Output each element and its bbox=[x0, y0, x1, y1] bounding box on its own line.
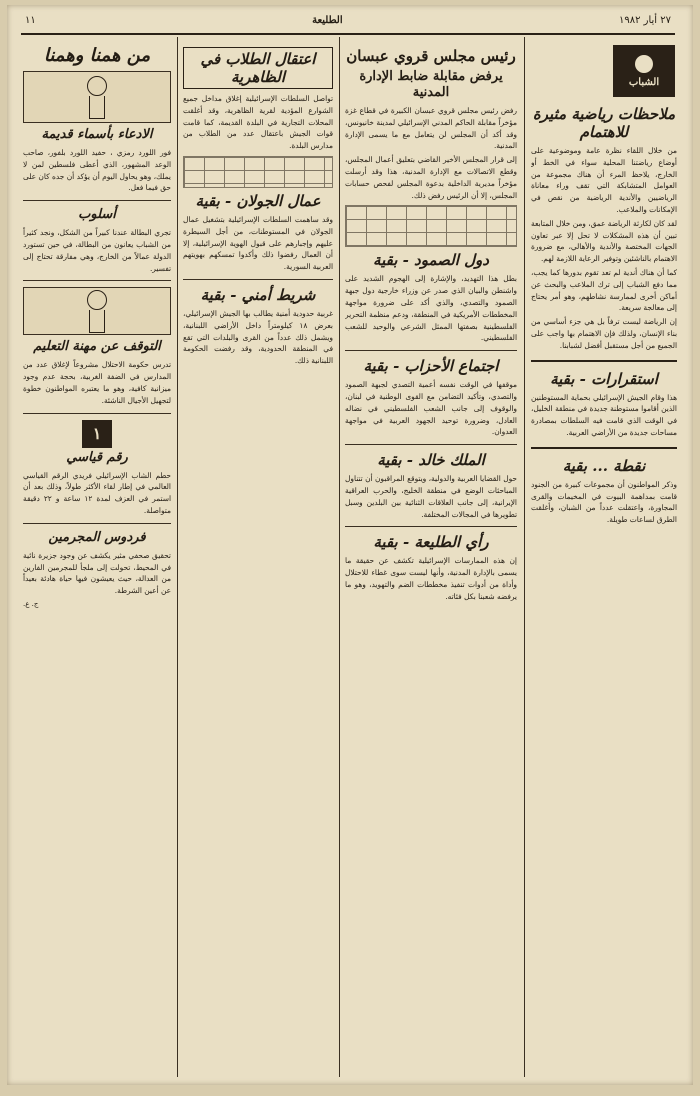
paragraph: فور اللورد رمزي ، حفيد اللورد بلفور، صاحب الوعد المشهور، الذي أعطى فلسطين لمن لا يملك، وهو يحاول اليوم أن يؤكد أن جده كان على حق فيما فعل. bbox=[23, 148, 171, 193]
paragraph: غربية حدودية أمنية يطالب بها الجيش الإسرائيلي، بعرض ١٨ كيلومتراً داخل الأراضي اللبنانية، ويشمل ذلك عدداً من القرى والبلدات التي تقع في المنطقة الحدودية، وقد رفضت الحكومة اللبنانية ذلك. bbox=[183, 308, 333, 366]
parties-article bbox=[345, 379, 517, 438]
divider bbox=[531, 447, 677, 449]
youth-section-logo bbox=[613, 45, 675, 97]
divider bbox=[345, 526, 517, 527]
divider bbox=[23, 200, 171, 201]
settlements-article bbox=[531, 392, 677, 439]
column-masthead: من همنا وهمنا bbox=[43, 45, 151, 66]
teaching-article bbox=[23, 359, 171, 406]
divider bbox=[23, 523, 171, 524]
paragraph: حطم الشاب الإسرائيلي فريدي الرقم القياسي العالمي في إطار لقاء الأكثر طولاً، وذلك بعد أن استمر في العزف لمدة ١٢ ساعة و ٢٢ دقيقة متواصلة. bbox=[23, 470, 171, 515]
king-khaled-headline: الملك خالد - بقية bbox=[377, 451, 485, 470]
paragraph: من خلال اللقاء نظرة عامة وموضوعية على أوضاع رياضتنا المحلية سواء في الخط أو الخارج، يلاحظ المرء أن هناك مجموعة من العوامل المتشابكة التي تقف وراء معاناة الرياضيين والأندية الرياضية من نقص في الإمكانات والملاعب. bbox=[531, 146, 677, 214]
page-header bbox=[25, 11, 671, 29]
header-rule bbox=[21, 33, 675, 35]
security-strip-headline: شريط أمني - بقية bbox=[200, 285, 316, 304]
dhahiriya-headline: اعتقال الطلاب في الظاهرية bbox=[183, 47, 333, 89]
divider bbox=[531, 360, 677, 362]
paragraph: حول القضايا العربية والدولية، ويتوقع المراقبون أن تتناول المباحثات الوضع في منطقة الخليج، والحرب العراقية الإيرانية، إلى جانب العلاقات الثنائية بين البلدين وسبل تطويرها في المجالات المختلفة. bbox=[345, 474, 517, 519]
paragraph: تواصل السلطات الإسرائيلية إغلاق مداخل جميع الشوارع المؤدية لقرية الظاهرية، وقد أغلقت المحلات التجارية في البلدة القديمة، كما قامت قوات الجيش باعتقال عدد من الطلاب من مدارس البلدة. bbox=[183, 94, 333, 151]
paragraph: هذا وقام الجيش الإسرائيلي بحماية المستوطنين الذين أقاموا مستوطنة جديدة في منطقة الخليل، في الوقت الذي قامت فيه السلطات بمصادرة مساحات جديدة من الأراضي العربية. bbox=[531, 392, 677, 437]
teaching-headline: التوقف عن مهنة التعليم bbox=[33, 339, 161, 355]
steadfastness-headline: دول الصمود - بقية bbox=[373, 251, 489, 270]
newspaper-name: الطليعة bbox=[312, 14, 343, 26]
paragraph: تدرس حكومة الاحتلال مشروعاً لإغلاق عدد من المدارس في الضفة الغربية، بحجة عدم وجود ميزانية كافية، وهو ما يعتبره المواطنون خطوة لتجهيل الأجيال الناشئة. bbox=[23, 360, 171, 405]
figure-icon bbox=[87, 76, 107, 119]
settlements-headline: استقرارات - بقية bbox=[550, 369, 658, 388]
abasan-headline-2: يرفض مقابلة ضابط الإدارة المدنية bbox=[359, 69, 503, 100]
paragraph: إلى قرار المجلس الأخير القاضي بتعليق أعمال المجلس، وقطع الاتصالات مع الإدارة المدنية، هذا وقد أرسلت مؤخراً مديرية الداخلية بدعوة المجلس لفحص حسابات المجلس، إلا أن الرئيس رفض ذلك. bbox=[345, 155, 517, 200]
paragraph: لقد كان لكارثة الرياضة عمق، ومن خلال المتابعة تبين أن هذه المشكلات لا تحل إلا عبر تعاون الجهات المختصة والأندية والأهالي، مع ضرورة الاهتمام بالناشئين وتوفير الرعاية اللازمة لهم. bbox=[531, 218, 677, 264]
newspaper-page bbox=[7, 5, 693, 1085]
steadfastness-article bbox=[345, 273, 517, 344]
paragraph: رفض رئيس مجلس قروي عبسان الكبيرة في قطاع غزة مؤخراً مقابلة الحاكم المدني الإسرائيلي لمدينة خانيونس، وقد أكد أن المجلس لن يتعامل مع ما يسمى الإدارة المدنية. bbox=[345, 106, 517, 151]
paradise-headline: فردوس المجرمين bbox=[48, 529, 146, 545]
author-signature: ج. ع. bbox=[23, 599, 39, 608]
point-article bbox=[531, 479, 677, 526]
page-number: ١١ bbox=[25, 14, 36, 26]
security-strip-article bbox=[183, 308, 333, 367]
column-divider bbox=[339, 37, 340, 1077]
record-article bbox=[23, 470, 171, 517]
opinion-article bbox=[345, 555, 517, 602]
divider bbox=[345, 444, 517, 445]
column-dhahiriya bbox=[183, 45, 333, 1075]
teaching-cartoon bbox=[23, 287, 171, 335]
masthead-cartoon bbox=[23, 71, 171, 123]
column-sports bbox=[531, 103, 677, 1075]
point-headline: نقطة ... بقية bbox=[562, 456, 646, 475]
divider bbox=[345, 350, 517, 351]
record-badge: ١ bbox=[82, 420, 112, 448]
paragraph: إن الرياضة ليست ترفاً بل هي جزء أساسي من بناء الإنسان، ولذلك فإن الاهتمام بها واجب على الجميع من أجل مستقبل أفضل لشبابنا. bbox=[531, 317, 677, 350]
claim-headline: الادعاء بأسماء قديمة bbox=[41, 127, 153, 142]
paragraph: تحقيق صحفي مثير يكشف عن وجود جزيرة نائية في المحيط، تحولت إلى ملجأ للمجرمين الفارين من العدالة، حيث يعيشون فيها حياة هادئة بعيداً عن أعين الشرطة. bbox=[23, 550, 171, 596]
paragraph: وذكر المواطنون أن مجموعات كبيرة من الجنود قامت بمداهمة البيوت في المخيمات والقرى المجاورة، واعتقلت عدداً من الشبان، وأغلقت الطرق لساعات طويلة. bbox=[531, 479, 677, 525]
dhahiriya-article bbox=[183, 93, 333, 152]
column-abasan bbox=[345, 45, 517, 1075]
divider bbox=[23, 280, 171, 281]
abasan-article bbox=[345, 105, 517, 201]
column-here-and-there bbox=[23, 45, 171, 1075]
king-khaled-article bbox=[345, 473, 517, 520]
golan-workers-headline: عمال الجولان - بقية bbox=[195, 191, 321, 210]
column-divider bbox=[524, 37, 525, 1077]
table-graphic bbox=[183, 156, 333, 188]
method-article bbox=[23, 227, 171, 274]
issue-date: ٢٧ أيار ١٩٨٢ bbox=[618, 14, 671, 26]
paragraph: كما أن هناك أندية لم تعد تقوم بدورها كما يجب، مما دفع الشباب إلى ترك الملاعب والبحث عن أماكن أخرى لممارسة نشاطهم، وهو أمر يحتاج إلى معالجة سريعة. bbox=[531, 267, 677, 313]
golan-workers-article bbox=[183, 214, 333, 273]
paragraph: تجري البطالة عندنا كبيراً من الشكل، ونجد كثيراً من الشباب يعانون من البطالة، في حين تستورد الدولة عمالاً من الخارج، وهي مفارقة تحتاج إلى تفسير. bbox=[23, 228, 171, 273]
sports-headline: ملاحظات رياضية مثيرة للاهتمام bbox=[532, 105, 676, 141]
paragraph: بطل هذا التهديد، والإشارة إلى الهجوم الشديد على واشنطن والبيان الذي صدر عن وزراء خارجية دول جبهة الصمود والتصدي، والذي أكد على ضرورة مواجهة المخططات الأمريكية في المنطقة، ودعم منظمة التحرير الفلسطينية بصفتها الممثل الشرعي والوحيد للشعب الفلسطيني. bbox=[345, 274, 517, 343]
opinion-headline: رأي الطليعة - بقية bbox=[373, 533, 489, 552]
paragraph: موقفها في الوقت نفسه أعمية التصدي لجبهة الصمود والتصدي، وتأكيد التضامن مع القوى الوطنية في لبنان، والوقوف إلى جانب الشعب الفلسطيني في نضاله العادل، وضرورة توحيد الجهود العربية في مواجهة العدوان. bbox=[345, 380, 517, 437]
paradise-article bbox=[23, 550, 171, 597]
divider bbox=[183, 279, 333, 280]
parties-headline: اجتماع الأحزاب - بقية bbox=[363, 357, 499, 376]
sports-article bbox=[531, 145, 677, 352]
paragraph: إن هذه الممارسات الإسرائيلية تكشف عن حقيقة ما يسمى بالإدارة المدنية، وأنها ليست سوى غطاء للاحتلال وأداة من أدوات تنفيذ مخططات الضم والتهويد، وهو ما يرفضه شعبنا بكل فئاته. bbox=[345, 556, 517, 601]
logo-emblem-icon bbox=[635, 55, 653, 73]
record-headline: رقم قياسي bbox=[66, 449, 128, 465]
logo-label: الشباب bbox=[628, 76, 660, 88]
method-headline: أسلوب bbox=[78, 207, 116, 223]
paragraph: وقد ساهمت السلطات الإسرائيلية بتشغيل عمال الجولان في المستوطنات، من أجل السيطرة عليهم وإجبارهم على قبول الهوية الإسرائيلية، إلا أن العمال رفضوا ذلك وأكدوا تمسكهم بهويتهم العربية السورية. bbox=[183, 214, 333, 272]
column-divider bbox=[177, 37, 178, 1077]
table-graphic bbox=[345, 205, 517, 247]
abasan-headline-1: رئيس مجلس قروي عبسان bbox=[346, 47, 516, 65]
teacher-icon bbox=[87, 290, 107, 333]
divider bbox=[23, 413, 171, 414]
claim-article bbox=[23, 147, 171, 194]
